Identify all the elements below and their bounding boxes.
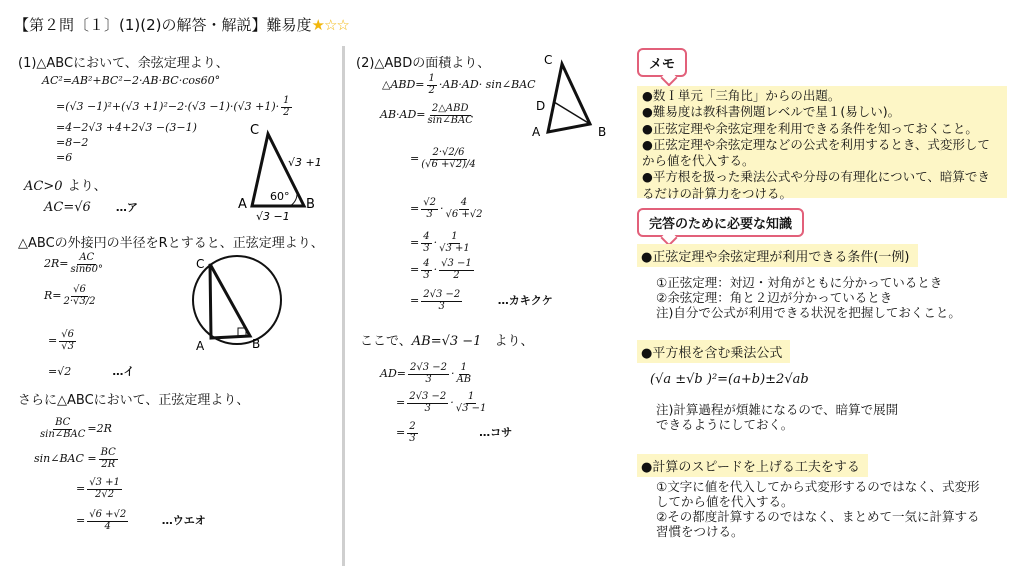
s-eq-3: = $\frac{√3 +1}{2√2}$ xyxy=(76,477,120,500)
tri2-label-b: B xyxy=(598,125,607,139)
area-eq-5: = $\frac{4}{3}$ · $\frac{1}{√3 +1}$ xyxy=(410,231,470,254)
cos-line-4: =8−2 xyxy=(56,136,89,149)
cos-line-2: =(√3 −1)²+(√3 +1)²−2·(√3 −1)·(√3 +1)· $\frac{1}{2}$ xyxy=(56,95,290,118)
ad-eq-3: = $\frac{2}{3}$ …コサ xyxy=(396,421,513,444)
part1-intro: (1)△ABCにおいて、余弦定理より、 xyxy=(18,56,229,71)
area-eq-2: AB·AD= $\frac{\text{2△ABD}}{\text{sin∠BAC}}$ xyxy=(380,103,473,126)
answer-tag-ueo: …ウエオ xyxy=(161,514,206,527)
triangle-abd-figure xyxy=(528,52,616,144)
here-line: ここで、AB=√3 −1 より、 xyxy=(360,334,534,349)
area-eq-3: = $\frac{2\cdot√2/6}{(√6 +√2)/4}$ xyxy=(410,147,476,170)
circumradius-intro: △ABCの外接円の半径をRとすると、正弦定理より、 xyxy=(18,236,324,251)
tri2-label-d: D xyxy=(536,99,546,113)
sqrt-formula: (√a ±√b )²=(a+b)±2√ab xyxy=(650,372,809,387)
s-eq-1: $\frac{BC}{\text{sin∠BAC}}$ =2R xyxy=(40,417,112,440)
part2-intro: (2)△ABDの面積より、 xyxy=(356,56,491,71)
memo-text: ●数Ｉ単元「三角比」からの出題。 ●難易度は教科書例題レベルで星１(易しい)。 ●正弦定理や余弦定理を利用できる条件を知っておくこと。 ●正弦定理や余弦定理などの公式を利用するとき、式変形して から値を代入する。 ●平方根を扱った乗法公式や分母の有理化について、暗算でき るだけの計算力をつける。 xyxy=(642,88,990,201)
knowledge-3-heading: ●計算のスピードを上げる工夫をする xyxy=(637,454,868,477)
tri2-label-a: A xyxy=(532,125,541,139)
tri1-label-c: C xyxy=(250,123,260,138)
circle-label-a: A xyxy=(196,339,205,353)
condition-line: AC>0 より、 xyxy=(24,179,107,194)
ad-eq-2: = $\frac{2√3 -2}{3}$ · $\frac{1}{√3 -1}$ xyxy=(396,391,487,414)
cos-line-1: AC²=AB²+BC²−2·AB·BC·cos60° xyxy=(42,74,221,87)
knowledge-3-body: ①文字に値を代入してから式変形するのではなく、式変形 してから値を代入する。 ②その都度計算するのではなく、まとめて一気に計算する 習慣をつける。 xyxy=(656,479,980,539)
circumcircle-figure xyxy=(184,254,294,354)
answer-tag-a: …ア xyxy=(115,201,138,214)
answer-tag-i: …イ xyxy=(112,365,135,378)
knowledge-2-heading: ●平方根を含む乗法公式 xyxy=(637,340,790,363)
ac-value: AC=√6 xyxy=(44,200,91,215)
circle-label-b: B xyxy=(252,337,261,351)
tri2-label-c: C xyxy=(544,53,553,67)
tri1-side-ab: √3 −1 xyxy=(256,210,290,223)
answer-tag-kakikuke: …カキクケ xyxy=(497,294,553,307)
tri1-angle: 60° xyxy=(270,190,290,203)
s-eq-2: sin∠BAC = $\frac{BC}{2R}$ xyxy=(34,447,116,470)
r-eq-3: = $\frac{√6}{√3}$ xyxy=(48,329,74,352)
circle-label-c: C xyxy=(196,257,205,271)
cos-line-5: =6 xyxy=(56,151,73,164)
r-eq-4: =√2 …イ xyxy=(48,365,135,378)
tri1-label-b: B xyxy=(306,197,315,212)
column-divider xyxy=(342,46,345,566)
triangle-abc-figure xyxy=(232,120,342,225)
difficulty-stars: ★☆☆ xyxy=(311,16,349,34)
memo-label: メモ xyxy=(637,48,687,77)
s-eq-4: = $\frac{√6 +√2}{4}$ …ウエオ xyxy=(76,509,206,532)
knowledge-2-body: 注)計算過程が煩雑になるので、暗算で展開 できるようにしておく。 xyxy=(656,402,899,432)
sine-intro: さらに△ABCにおいて、正弦定理より、 xyxy=(18,393,250,408)
answer-tag-kosa: …コサ xyxy=(479,426,513,439)
area-eq-6: = $\frac{4}{3}$ · $\frac{√3 -1}{2}$ xyxy=(410,258,472,281)
knowledge-label: 完答のために必要な知識 xyxy=(637,208,804,237)
tri1-side-bc: √3 +1 xyxy=(288,156,322,169)
r-eq-2: R= $\frac{√6}{2\cdot√3/2}$ xyxy=(44,284,96,307)
page-title xyxy=(14,14,349,35)
area-eq-1: △ABD= $\frac{1}{2}$ ·AB·AD· sin∠BAC xyxy=(382,73,536,96)
tri1-label-a: A xyxy=(238,197,247,212)
r-eq-1: 2R= $\frac{AC}{\sin 60^\circ}$ xyxy=(44,252,103,275)
ad-eq-1: AD= $\frac{2√3 -2}{3}$ · $\frac{1}{AB}$ xyxy=(380,362,472,385)
half-fraction: $\frac{1}{2}$ xyxy=(283,95,290,118)
area-eq-7: = $\frac{2√3 -2}{3}$ …カキクケ xyxy=(410,289,553,312)
area-eq-4: = $\frac{√2}{3}$ · $\frac{4}{√6 +√2}$ xyxy=(410,197,483,220)
cos-line-3: =4−2√3 +4+2√3 −(3−1) xyxy=(56,121,197,134)
ac-answer xyxy=(44,196,138,215)
title-text: 【第２問〔１〕(1)(2)の解答・解説】難易度 xyxy=(14,16,312,34)
knowledge-1-heading: ●正弦定理や余弦定理が利用できる条件(一例) xyxy=(637,244,918,267)
knowledge-1-body: ①正弦定理：対辺・対角がともに分かっているとき ②余弦定理：角と２辺が分かっているとき 注)自分で公式が利用できる状況を把握しておくこと。 xyxy=(656,275,961,320)
